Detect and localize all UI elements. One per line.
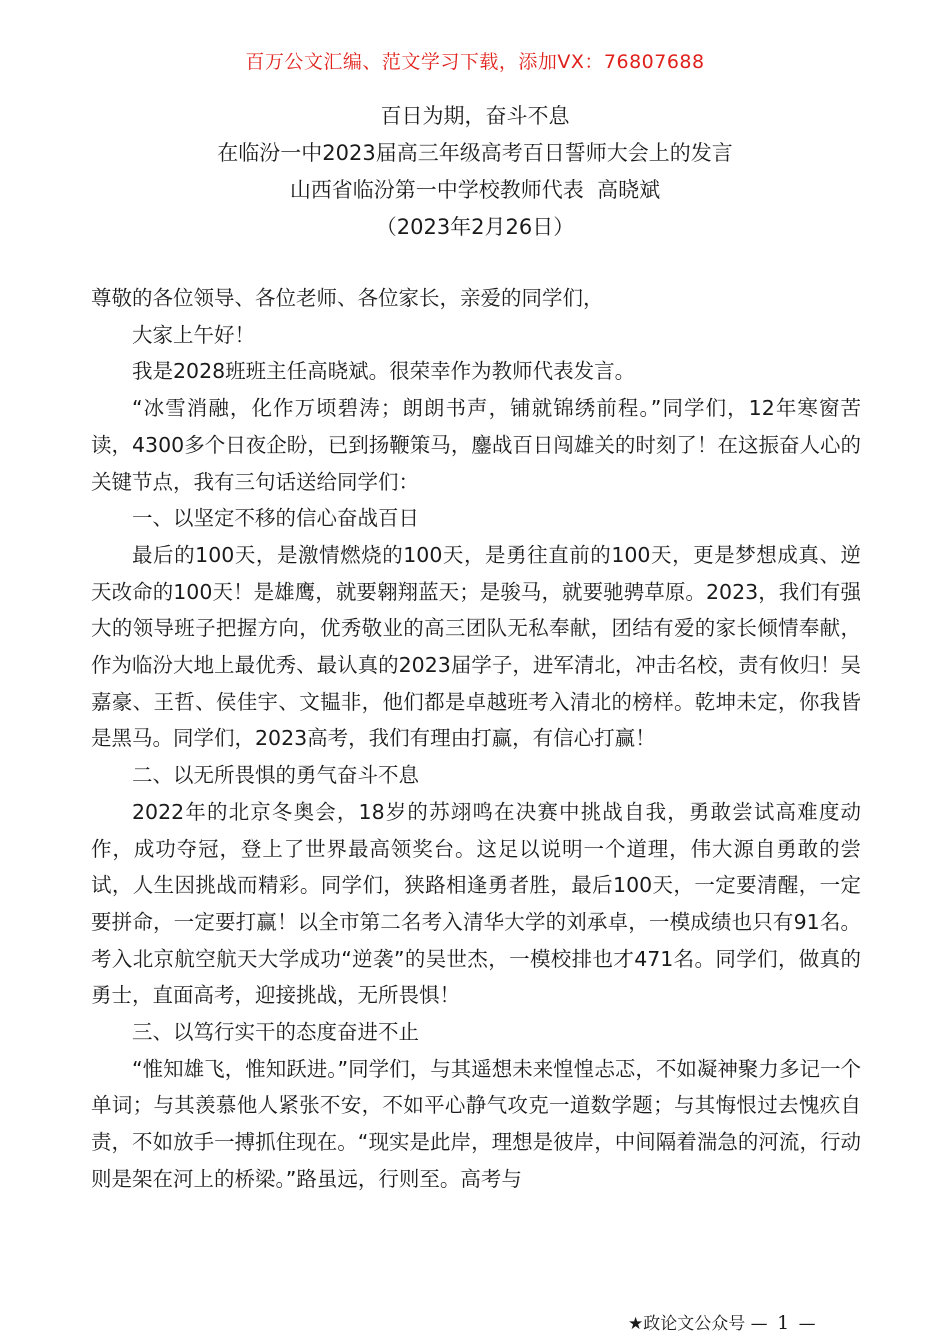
- footer-source: ★政论文公众号: [628, 1314, 746, 1334]
- document-body: [91, 280, 861, 1198]
- promo-banner: 百万公文汇编、范文学习下载，添加VX：76807688: [245, 51, 705, 73]
- paragraph: 2022年的北京冬奥会，18岁的苏翊鸣在决赛中挑战自我，勇敢尝试高难度动作，成功夺冠，登上了世界最高领奖台。这足以说明一个道理，伟大源自勇敢的尝试，人生因挑战而精彩。同学们，狭路相逢勇者胜，最后100天，一定要清醒，一定要拼命，一定要打赢！以全市第二名考入清华大学的刘承卓，一模成绩也只有91名。考入北京航空航天大学成功“逆袭”的吴世杰，一模校排也才471名。同学们，做真的勇士，直面高考，迎接挑战，无所畏惧！: [91, 799, 861, 1008]
- title-block: [0, 98, 950, 246]
- page-footer: [628, 1309, 816, 1334]
- paragraph: 二、以无所畏惧的勇气奋斗不息: [132, 763, 419, 788]
- footer-dash-right: —: [798, 1314, 816, 1334]
- speech-date: （2023年2月26日）: [375, 215, 575, 239]
- paragraph: “惟知雄飞，惟知跃进。”同学们，与其遥想未来惶惶忐忑，不如凝神聚力多记一个单词；与其羡慕他人紧张不安，不如平心静气攻克一道数学题；与其悔恨过去愧疚自责，不如放手一搏抓住现在。“现实是此岸，理想是彼岸，中间隔着湍急的河流，行动则是架在河上的桥梁。”路虽远，行则至。高考与: [91, 1056, 861, 1191]
- paragraph: 最后的100天，是激情燃烧的100天，是勇往直前的100天，更是梦想成真、逆天改命的100天！是雄鹰，就要翱翔蓝天；是骏马，就要驰骋草原。2023，我们有强大的领导班子把握方向，优秀敬业的高三团队无私奉献，团结有爱的家长倾情奉献，作为临汾大地上最优秀、最认真的2023届学子，进军清北，冲击名校，责有攸归！吴嘉豪、王哲、侯佳宇、文韫非，他们都是卓越班考入清北的榜样。乾坤未定，你我皆是黑马。同学们，2023高考，我们有理由打赢，有信心打赢！: [91, 542, 861, 751]
- paragraph: 大家上午好！: [132, 322, 255, 347]
- paragraph: 我是2028班班主任高晓斌。很荣幸作为教师代表发言。: [132, 359, 636, 384]
- document-title: 百日为期，奋斗不息: [380, 104, 570, 128]
- paragraph: “冰雪消融，化作万顷碧涛；朗朗书声，铺就锦绣前程。”同学们，12年寒窗苦读，4300多个日夜企盼，已到扬鞭策马，鏖战百日闯雄关的时刻了！在这振奋人心的关键节点，我有三句话送给同学们：: [91, 396, 861, 494]
- speaker-line: 山西省临汾第一中学校教师代表 高晓斌: [289, 178, 661, 202]
- paragraph: 一、以坚定不移的信心奋战百日: [132, 506, 419, 531]
- document-subtitle: 在临汾一中2023届高三年级高考百日誓师大会上的发言: [217, 141, 733, 165]
- paragraph: 三、以笃行实干的态度奋进不止: [132, 1020, 419, 1045]
- paragraph: 尊敬的各位领导、各位老师、各位家长，亲爱的同学们，: [91, 286, 604, 310]
- page-number: 1: [777, 1312, 790, 1334]
- footer-dash-left: —: [750, 1314, 768, 1334]
